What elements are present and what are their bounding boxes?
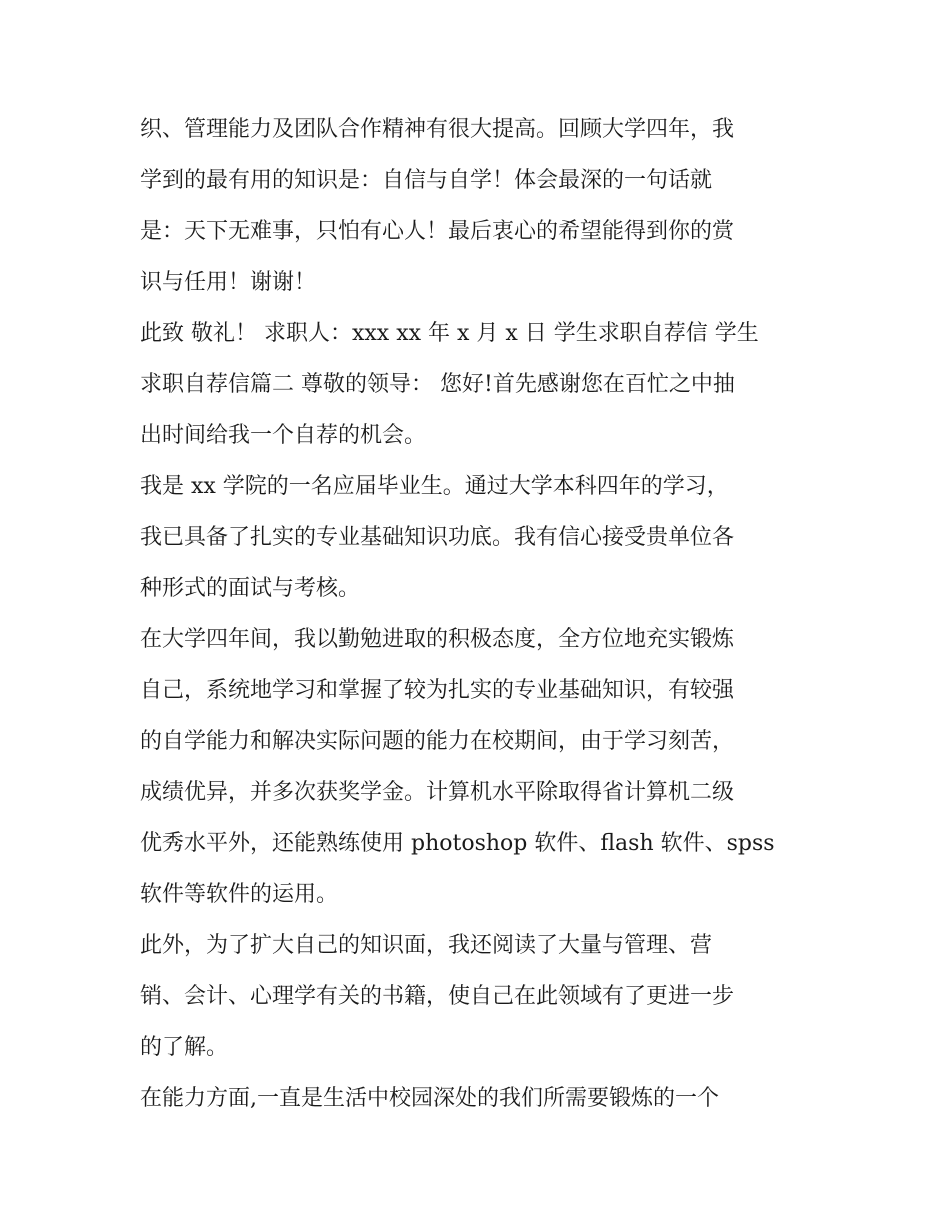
- text-line: 识与任用！谢谢！: [140, 270, 317, 295]
- paragraph-introduction: [140, 461, 812, 614]
- text-line: 此致 敬礼！ 求职人：xxx xx 年 x 月 x 日 学生求职自荐信 学生: [140, 321, 759, 346]
- paragraph-extra-reading: [140, 920, 812, 1073]
- text-line: 我已具备了扎实的专业基础知识功底。我有信心接受贵单位各: [140, 525, 735, 550]
- paragraph-abilities: [140, 1073, 812, 1124]
- text-line: 自己，系统地学习和掌握了较为扎实的专业基础知识，有较强: [140, 678, 735, 703]
- text-line: 软件等软件的运用。: [140, 882, 339, 907]
- text-line: 的自学能力和解决实际问题的能力在校期间，由于学习刻苦，: [140, 729, 735, 754]
- text-line: 成绩优异，并多次获奖学金。计算机水平除取得省计算机二级: [140, 780, 735, 805]
- text-line: 学到的最有用的知识是：自信与自学！体会最深的一句话就: [140, 168, 713, 193]
- text-line: 的了解。: [140, 1035, 229, 1060]
- paragraph-university-experience: [140, 614, 812, 920]
- text-line: 销、会计、心理学有关的书籍，使自己在此领域有了更进一步: [140, 984, 735, 1009]
- document-body: [140, 104, 812, 1124]
- paragraph-closing-remarks: [140, 104, 812, 308]
- text-line: 我是 xx 学院的一名应届毕业生。通过大学本科四年的学习，: [140, 474, 729, 499]
- text-line: 在大学四年间，我以勤勉进取的积极态度，全方位地充实锻炼: [140, 627, 735, 652]
- text-line: 织、管理能力及团队合作精神有很大提高。回顾大学四年，我: [140, 117, 735, 142]
- text-line: 求职自荐信篇二 尊敬的领导： 您好!首先感谢您在百忙之中抽: [140, 372, 735, 397]
- paragraph-signature-and-second-letter: [140, 308, 812, 461]
- text-line: 是：天下无难事，只怕有心人！最后衷心的希望能得到你的赏: [140, 219, 735, 244]
- text-line: 种形式的面试与考核。: [140, 576, 361, 601]
- text-line: 优秀水平外，还能熟练使用 photoshop 软件、flash 软件、spss: [140, 831, 775, 856]
- text-line: 在能力方面,一直是生活中校园深处的我们所需要锻炼的一个: [140, 1086, 719, 1111]
- text-line: 出时间给我一个自荐的机会。: [140, 423, 427, 448]
- text-line: 此外，为了扩大自己的知识面，我还阅读了大量与管理、营: [140, 933, 713, 958]
